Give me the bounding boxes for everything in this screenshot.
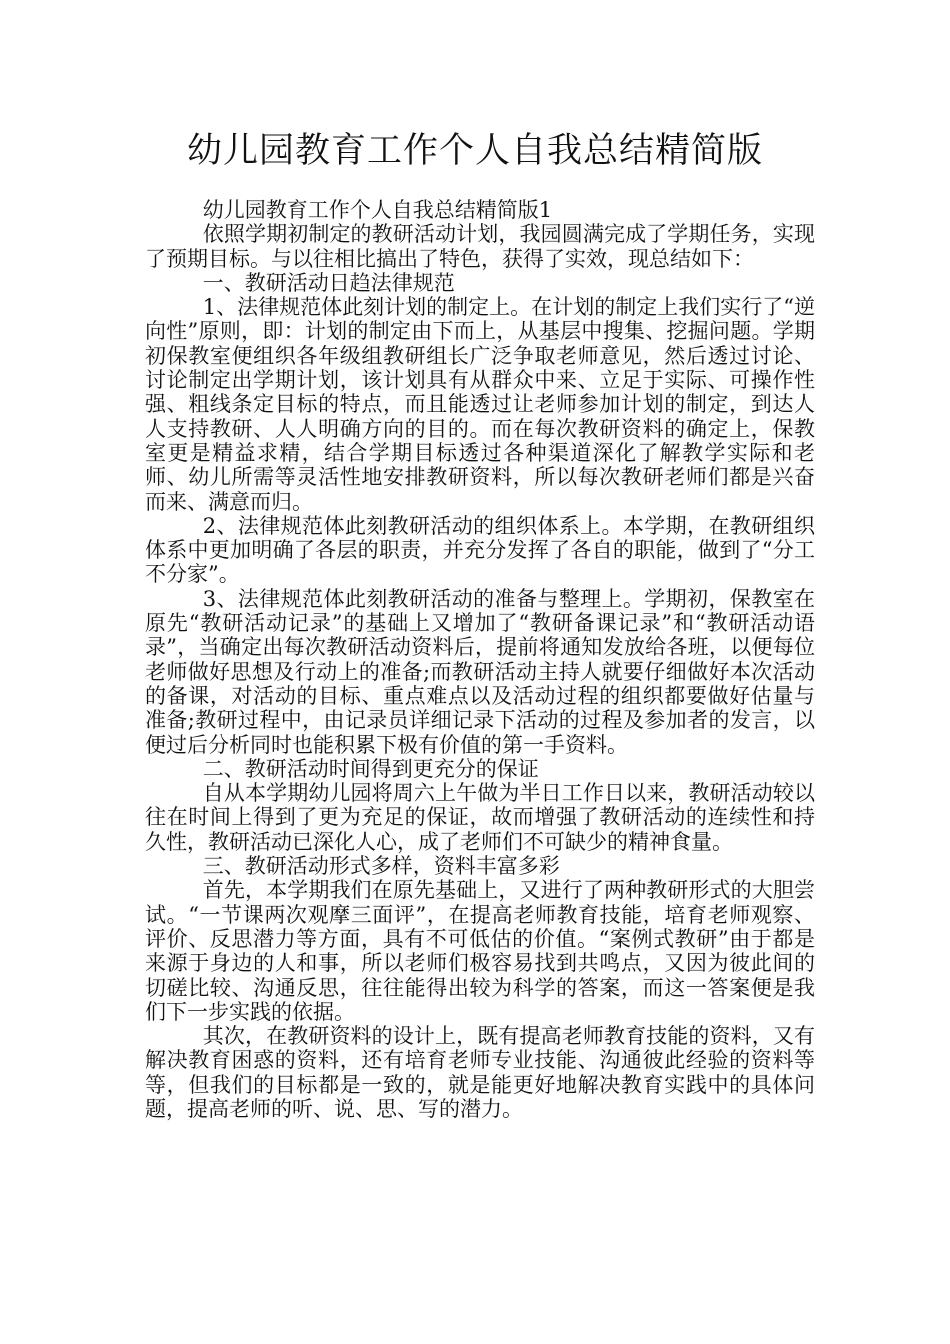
intro-paragraph: 依照学期初制定的教研活动计划，我园圆满完成了学期任务，实现了预期目标。与以往相比搞出了特色，获得了实效，现总结如下： [145, 222, 815, 271]
heading-three: 三、教研活动形式多样，资料丰富多彩 [202, 854, 560, 879]
heading-one: 一、教研活动日趋法律规范 [202, 270, 455, 295]
section-subtitle: 幼儿园教育工作个人自我总结精简版1 [202, 198, 553, 222]
paragraph-first: 首先，本学期我们在原先基础上，又进行了两种教研形式的大胆尝试。“一节课两次观摩三面评”，在提高老师教育技能，培育老师观察、评价、反思潜力等方面，具有不可低估的价值。“案例式教研”由于都是来源于身边的人和事，所以老师们极容易找到共鸣点，又因为彼此间的切磋比较、沟通反思，往往能得出较为科学的答案，而这一答案便是我们下一步实践的依据。 [145, 878, 815, 1024]
document-body [145, 198, 815, 1121]
paragraph-time: 自从本学期幼儿园将周六上午做为半日工作日以来，教研活动较以往在时间上得到了更为充足的保证，故而增强了教研活动的连续性和持久性，教研活动已深化人心，成了老师们不可缺少的精神食量。 [145, 781, 815, 854]
paragraph-item-2: 2、法律规范体此刻教研活动的组织体系上。本学期，在教研组织体系中更加明确了各层的职责，并充分发挥了各自的职能，做到了“分工不分家”。 [145, 513, 815, 587]
document-title: 幼儿园教育工作个人自我总结精简版 [186, 131, 763, 171]
heading-two: 二、教研活动时间得到更充分的保证 [202, 756, 539, 781]
paragraph-item-1: 1、法律规范体此刻计划的制定上。在计划的制定上我们实行了“逆向性”原则，即：计划的制定由下而上，从基层中搜集、挖掘问题。学期初保教室便组织各年级组教研组长广泛争取老师意见，然后透过讨论、讨论制定出学期计划，该计划具有从群众中来、立足于实际、可操作性强、粗线条定目标的特点，而且能透过让老师参加计划的制定，到达人人支持教研、人人明确方向的目的。而在每次教研资料的确定上，保教室更是精益求精，结合学期目标透过各种渠道深化了解教学实际和老师、幼儿所需等灵活性地安排教研资料，所以每次教研老师们都是兴奋而来、满意而归。 [145, 295, 815, 514]
paragraph-second: 其次，在教研资料的设计上，既有提高老师教育技能的资料，又有解决教育困惑的资料，还有培育老师专业技能、沟通彼此经验的资料等等，但我们的目标都是一致的，就是能更好地解决教育实践中的具体问题，提高老师的听、说、思、写的潜力。 [145, 1024, 815, 1121]
paragraph-item-3: 3、法律规范体此刻教研活动的准备与整理上。学期初，保教室在原先“教研活动记录”的基础上又增加了“教研备课记录”和“教研活动语录”，当确定出每次教研活动资料后，提前将通知发放给各班，以便每位老师做好思想及行动上的准备;而教研活动主持人就要仔细做好本次活动的备课，对活动的目标、重点难点以及活动过程的组织都要做好估量与准备;教研过程中，由记录员详细记录下活动的过程及参加者的发言，以便过后分析同时也能积累下极有价值的第一手资料。 [145, 586, 815, 757]
